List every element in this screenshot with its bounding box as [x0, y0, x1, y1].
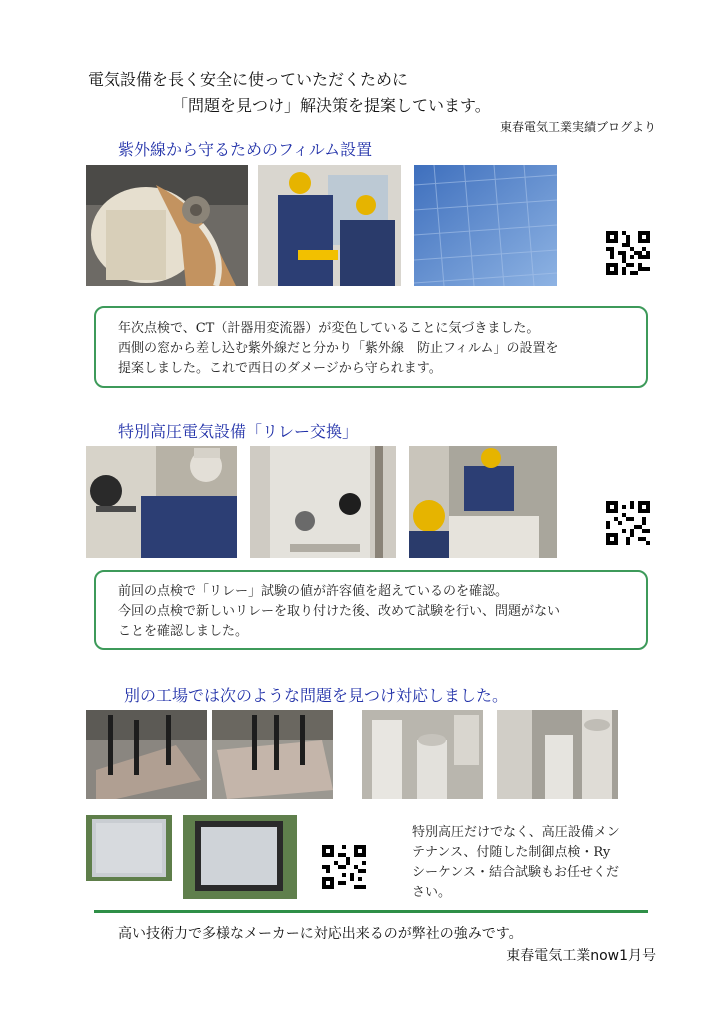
relay-text-line-2: 今回の点検で新しいリレーを取り付けた後、改めて試験を行い、問題がない — [118, 604, 561, 619]
film-description-box — [94, 306, 648, 388]
photo-relay-test — [409, 446, 557, 558]
qr-code-icon[interactable] — [606, 501, 650, 545]
section-title-film: 紫外線から守るためのフィルム設置 — [118, 140, 373, 159]
service-note — [412, 823, 620, 903]
photo-panel-1 — [86, 815, 172, 881]
photo-insulator-base-1 — [86, 710, 207, 799]
service-note-line-4: さい。 — [412, 885, 452, 900]
relay-description-box — [94, 570, 648, 650]
photo-insulator-base-2 — [212, 710, 333, 799]
header-line-2: 「問題を見つけ」解決策を提案しています。 — [172, 96, 491, 115]
service-note-line-2: テナンス、付随した制御点検・Ry — [412, 845, 611, 860]
photo-film-texture — [414, 165, 557, 286]
section-title-relay: 特別高圧電気設備「リレー交換」 — [118, 422, 359, 441]
photo-film-install — [258, 165, 401, 286]
service-note-line-1: 特別高圧だけでなく、高圧設備メン — [412, 825, 620, 840]
photo-relay-work-1 — [86, 446, 237, 558]
relay-text-line-1: 前回の点検で「リレー」試験の値が許容値を超えているのを確認。 — [118, 584, 509, 599]
header-line-1: 電気設備を長く安全に使っていただくために — [88, 70, 409, 89]
footer-tagline: 高い技術力で多様なメーカーに対応出来るのが弊社の強みです。 — [118, 926, 523, 942]
issue-label: 東春電気工業now1月号 — [506, 948, 656, 964]
photo-panel-2 — [183, 815, 297, 899]
film-text-line-3: 提案しました。これで西日のダメージから守られます。 — [118, 361, 442, 376]
footer-divider — [94, 910, 648, 913]
service-note-line-3: シーケンス・結合試験もお任せくだ — [412, 865, 619, 880]
source-note: 東春電気工業実績ブログより — [499, 120, 656, 134]
film-text-line-2: 西側の窓から差し込む紫外線だと分かり「紫外線 防止フィルム」の設置を — [118, 341, 559, 356]
qr-code-icon[interactable] — [322, 845, 366, 889]
qr-code-icon[interactable] — [606, 231, 650, 275]
photo-switch-2 — [497, 710, 618, 799]
section-title-other-factory: 別の工場では次のような問題を見つけ対応しました。 — [124, 686, 509, 705]
photo-relay-panel — [250, 446, 396, 558]
photo-ct-discolored — [86, 165, 248, 286]
photo-switch-1 — [362, 710, 483, 799]
film-text-line-1: 年次点検で、CT（計器用変流器）が変色していることに気づきました。 — [118, 321, 540, 336]
relay-text-line-3: ことを確認しました。 — [118, 624, 249, 639]
